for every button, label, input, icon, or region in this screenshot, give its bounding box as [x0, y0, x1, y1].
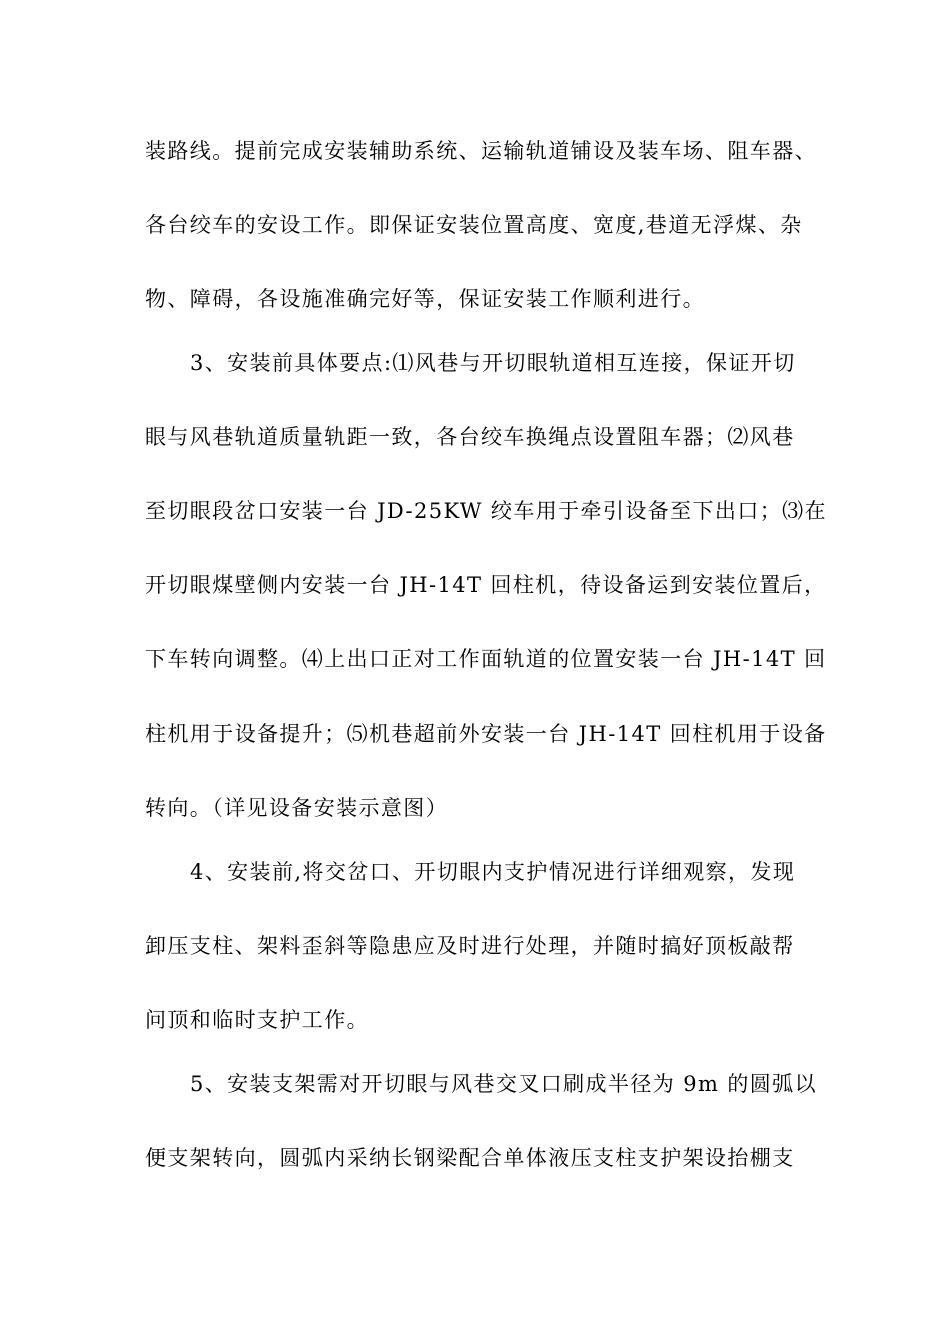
text-line-13: 问顶和临时支护工作。	[145, 1008, 369, 1032]
text-line-14: 5、安装支架需对开切眼与风巷交叉口刷成半径为 9m 的圆弧以	[190, 1072, 817, 1096]
text-line-15: 便支架转向，圆弧内采纳长钢梁配合单体液压支柱支护架设抬棚支	[145, 1146, 795, 1170]
text-line-2: 各台绞车的安设工作。即保证安装位置高度、宽度,巷道无浮煤、杂	[145, 213, 803, 237]
text-line-6: 至切眼段岔口安装一台 JD-25KW 绞车用于牵引设备至下出口；⑶在	[145, 499, 827, 523]
text-line-11: 4、安装前,将交岔口、开切眼内支护情况进行详细观察，发现	[190, 860, 796, 884]
text-line-7: 开切眼煤壁侧内安装一台 JH-14T 回柱机，待设备运到安装位置后，	[145, 573, 827, 597]
text-line-8: 下车转向调整。⑷上出口正对工作面轨道的位置安装一台 JH-14T 回	[145, 647, 827, 671]
text-line-4: 3、安装前具体要点:⑴风巷与开切眼轨道相互连接，保证开切	[190, 351, 796, 375]
text-line-9: 柱机用于设备提升；⑸机巷超前外安装一台 JH-14T 回柱机用于设备	[145, 722, 827, 746]
text-line-10: 转向。（详见设备安装示意图）	[145, 796, 449, 820]
text-line-5: 眼与风巷轨道质量轨距一致，各台绞车换绳点设置阻车器；⑵风巷	[145, 425, 795, 449]
text-line-1: 装路线。提前完成安装辅助系统、运输轨道铺设及装车场、阻车器、	[145, 139, 817, 163]
text-line-3: 物、障碍，各设施准确完好等，保证安装工作顺利进行。	[145, 287, 705, 311]
text-line-12: 卸压支柱、架料歪斜等隐患应及时进行处理，并随时搞好顶板敲帮	[145, 934, 795, 958]
